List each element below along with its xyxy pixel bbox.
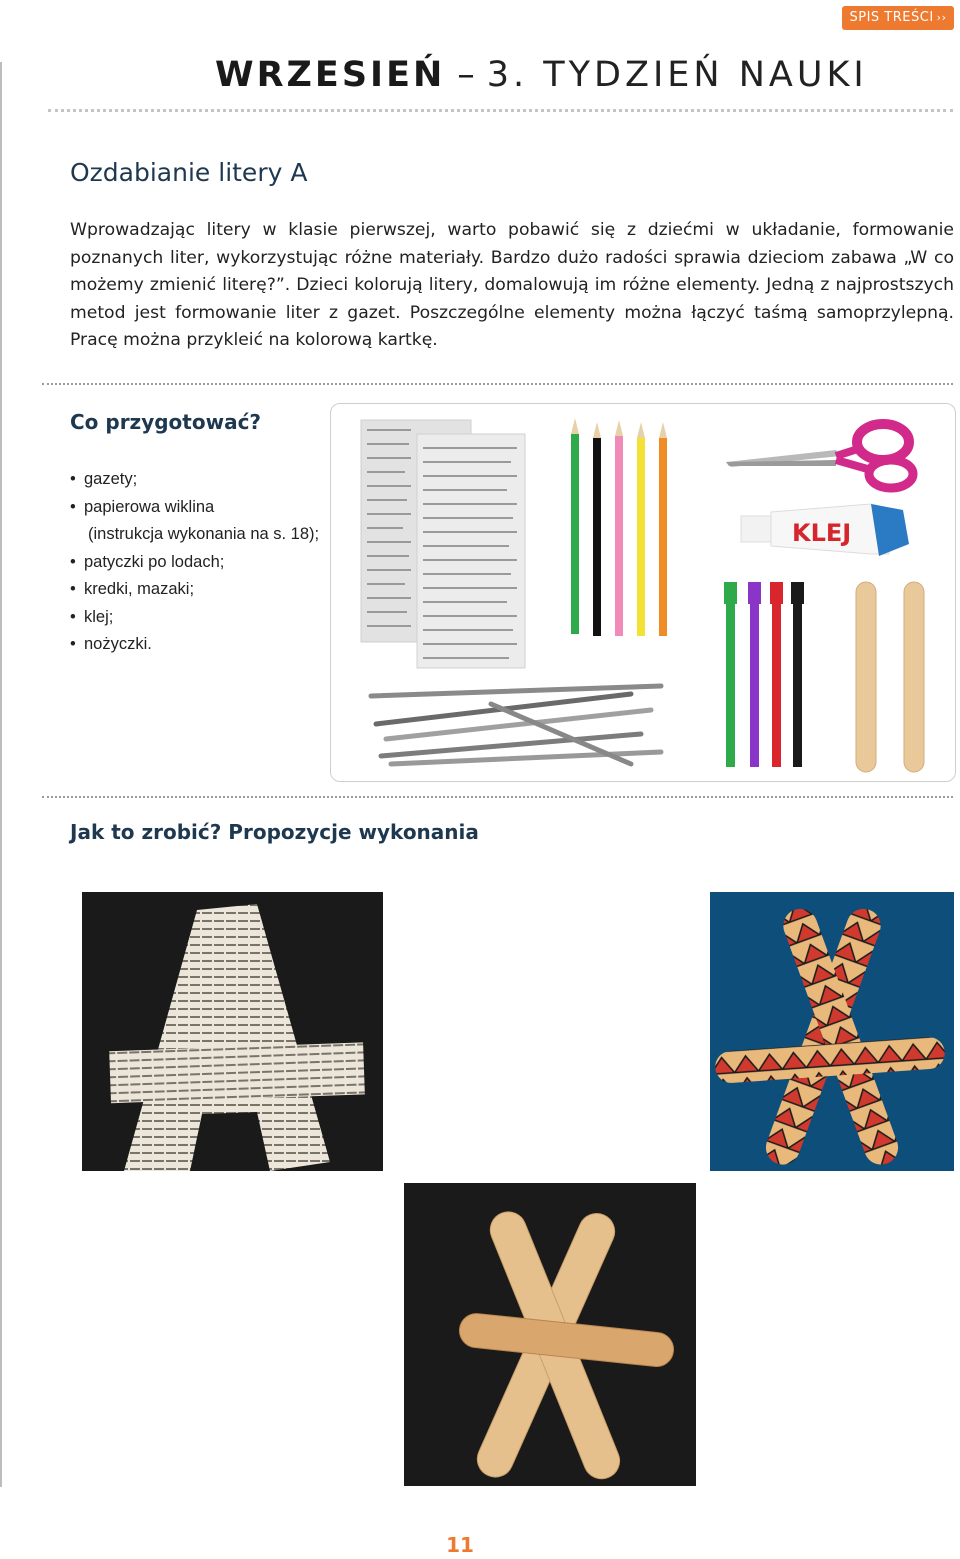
- header-divider: [48, 109, 953, 112]
- scissors-icon: [726, 424, 913, 488]
- newspaper-icon: [361, 420, 525, 668]
- list-item: (instrukcja wykonania na s. 18);: [88, 525, 320, 543]
- page-number: 11: [446, 1533, 474, 1557]
- popsicle-letter-a-icon: [404, 1183, 696, 1486]
- section-title: Ozdabianie litery A: [70, 158, 308, 187]
- header-dash: –: [457, 55, 475, 95]
- decorated-sticks-photo: [710, 892, 954, 1171]
- list-item: • klej;: [70, 604, 319, 632]
- decorated-letter-a-icon: [710, 892, 954, 1171]
- paper-wicker-icon: [371, 686, 661, 764]
- marker-icon: [724, 582, 804, 767]
- toc-button-label: SPIS TREŚCI: [849, 10, 934, 25]
- chevron-right-icon: ››: [936, 11, 947, 24]
- glue-tube-icon: [741, 504, 909, 556]
- list-item: • kredki, mazaki;: [70, 576, 319, 604]
- materials-illustration: [331, 404, 955, 781]
- divider: [42, 796, 953, 798]
- popsicle-stick-icon: [856, 582, 924, 772]
- newspaper-letter-a-icon: [82, 892, 383, 1171]
- list-item: • gazety;: [70, 466, 319, 494]
- divider: [42, 383, 953, 385]
- chapter-header: [215, 54, 868, 96]
- week-label: 3. TYDZIEŃ NAUKI: [486, 55, 868, 95]
- left-margin-rule: [0, 62, 2, 1487]
- month-label: WRZESIEŃ: [215, 55, 446, 95]
- intro-paragraph: Wprowadzając litery w klasie pierwszej, warto pobawić się z dziećmi w układanie, formowanie poznanych liter, wykorzystując różne materiały. Bardzo dużo radości sprawia dzieciom zabawa „W co możemy zmienić literę?”. Dzieci kolorują litery, domalowują im różne elementy. Jedną z najprostszych metod jest formowanie liter z gazet. Poszczególne elementy można łączyć taśmą samoprzylepną. Pracę można przykleić na kolorową kartkę.: [70, 220, 954, 351]
- glue-label: KLEJ: [792, 519, 852, 547]
- materials-list: [70, 466, 319, 659]
- newspaper-letter-photo: [82, 892, 383, 1171]
- toc-button[interactable]: [842, 6, 954, 30]
- list-item: • papierowa wiklina: [70, 494, 319, 522]
- materials-heading: Co przygotować?: [70, 410, 262, 434]
- pencil-icon: [571, 418, 667, 636]
- materials-photo: [330, 403, 956, 782]
- list-item: • nożyczki.: [70, 631, 319, 659]
- howto-heading: Jak to zrobić? Propozycje wykonania: [70, 820, 479, 844]
- list-item: • patyczki po lodach;: [70, 549, 319, 577]
- popsicle-sticks-photo: [404, 1183, 696, 1486]
